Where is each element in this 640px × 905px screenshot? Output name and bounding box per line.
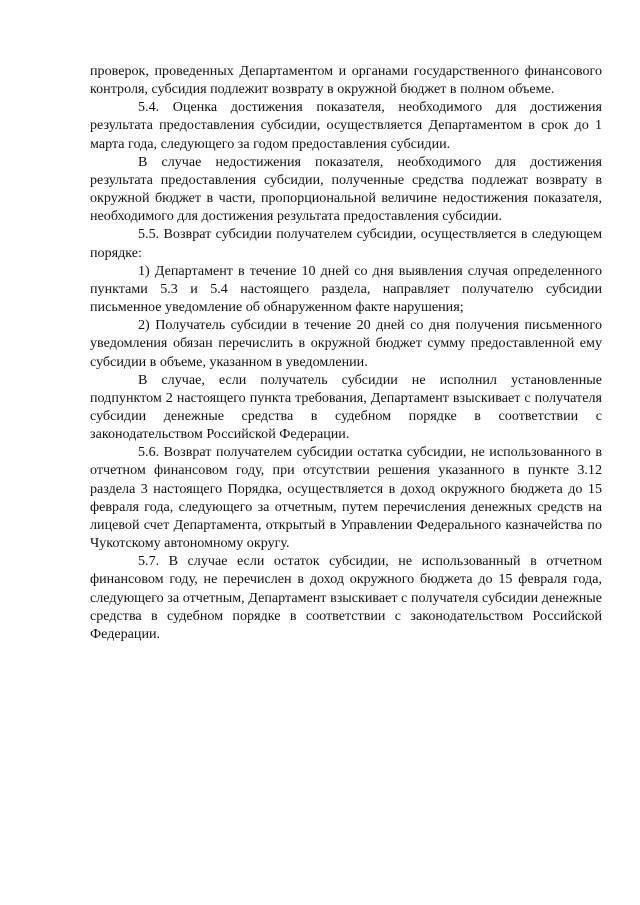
paragraph-5-7: 5.7. В случае если остаток субсидии, не использованный в отчетном финансовом году, не перечислен в доход окружного бюджета до 15 февраля года, следующего за отчетным, Департамент взыскивает с получателя субсидии денежные средства в судебном порядке в соответствии с законодательством Российской Федерации. (90, 553, 602, 642)
paragraph-continuation-5-3: проверок, проведенных Департаментом и органами государственного финансового контроля, субсидия подлежит возврату в окружной бюджет в полном объеме. (90, 63, 602, 98)
document-page (90, 62, 602, 643)
paragraph-5-4: 5.4. Оценка достижения показателя, необходимого для достижения результата предоставления субсидии, осуществляется Департаментом в срок до 1 марта года, следующего за годом предоставления субсидии. (90, 99, 602, 152)
paragraph-5-4-non-achievement: В случае недостижения показателя, необходимого для достижения результата предоставления субсидии, полученные средства подлежат возврату в окружной бюджет в части, пропорциональной величине недостижения показателя, необходимого для достижения результата предоставления субсидии. (90, 153, 602, 225)
paragraph-5-5: 5.5. Возврат субсидии получателем субсидии, осуществляется в следующем порядке: (90, 226, 602, 261)
paragraph-5-5-failure: В случае, если получатель субсидии не исполнил установленные подпунктом 2 настоящего пункта требования, Департамент взыскивает с получателя субсидии денежные средства в судебном порядке в соответствии с законодательством Российской Федерации. (90, 371, 602, 443)
paragraph-5-5-item-2: 2) Получатель субсидии в течение 20 дней со дня получения письменного уведомления обязан перечислить в окружной бюджет сумму предоставленной ему субсидии в объеме, указанном в уведомлении. (90, 317, 602, 370)
paragraph-5-6: 5.6. Возврат получателем субсидии остатка субсидии, не использованного в отчетном финансовом году, при отсутствии решения указанного в пункте 3.12 раздела 3 настоящего Порядка, осуществляется в доход окружного бюджета до 15 февраля года, следующего за отчетным, путем перечисления денежных средств на лицевой счет Департамента, открытый в Управлении Федерального казначейства по Чукотскому автономному округу. (90, 444, 602, 552)
paragraph-5-5-item-1: 1) Департамент в течение 10 дней со дня выявления случая определенного пунктами 5.3 и 5.4 настоящего раздела, направляет получателю субсидии письменное уведомление об обнаруженном факте нарушения; (90, 262, 602, 316)
